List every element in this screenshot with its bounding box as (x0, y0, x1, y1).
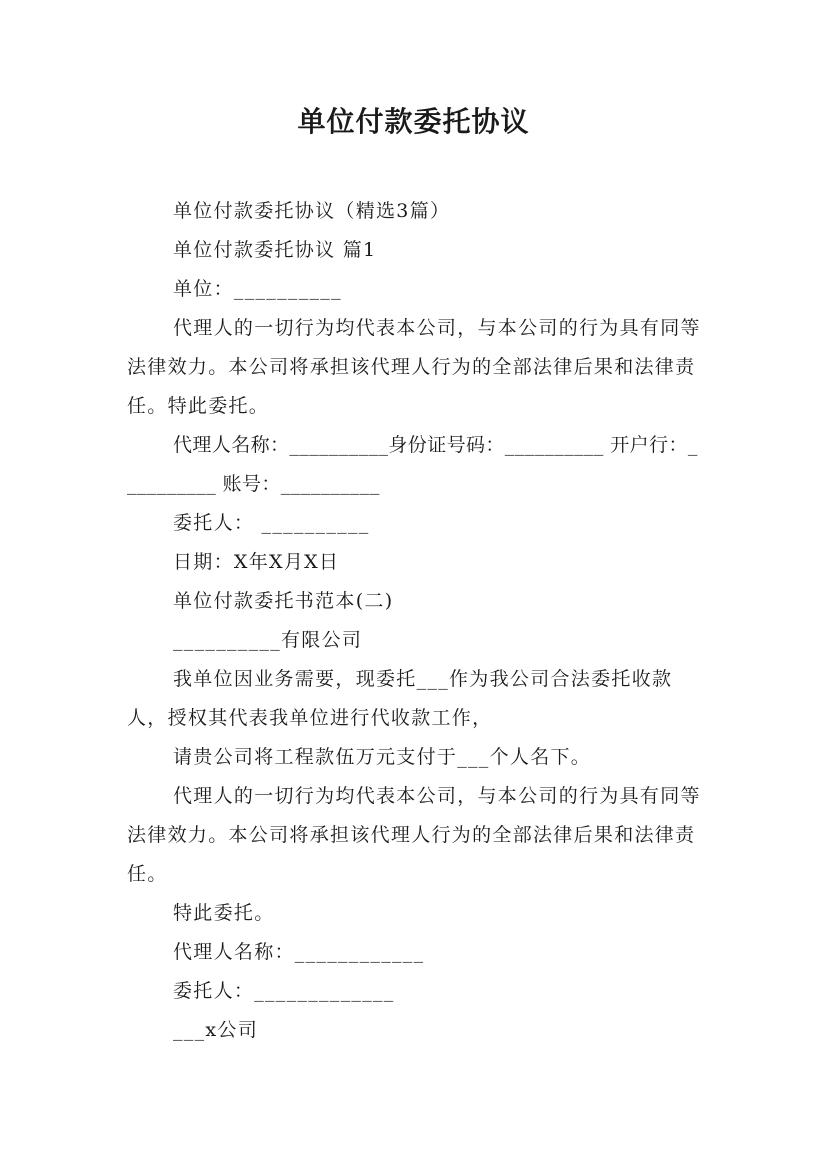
paragraph-principal-field: 委托人： __________ (173, 512, 370, 534)
paragraph-subtitle: 单位付款委托协议（精选3篇） (173, 200, 451, 222)
paragraph-authority-statement: 代理人的一切行为均代表本公司，与本公司的行为具有同等法律效力。本公司将承担该代理人行为的全部法律后果和法律责任。特此委托。 (127, 317, 701, 417)
paragraph-payment-request: 请贵公司将工程款伍万元支付于___个人名下。 (173, 746, 592, 768)
paragraph-principal-field-2: 委托人：_____________ (173, 980, 395, 1002)
paragraph-authority-statement-2: 代理人的一切行为均代表本公司，与本公司的行为具有同等法律效力。本公司将承担该代理人行为的全部法律后果和法律责任。 (127, 785, 701, 885)
paragraph-company-name-field: __________有限公司 (173, 629, 363, 651)
paragraph-hereby-entrust: 特此委托。 (173, 902, 275, 924)
paragraph-agent-name-field: 代理人名称：____________ (173, 941, 425, 963)
paragraph-section-2-heading: 单位付款委托书范本(二) (173, 590, 394, 612)
paragraph-section-1-heading: 单位付款委托协议 篇1 (173, 239, 377, 261)
paragraph-date-field: 日期：X年X月X日 (173, 551, 340, 573)
paragraph-entrustment-reason: 我单位因业务需要，现委托___作为我公司合法委托收款人，授权其代表我单位进行代收款工作， (127, 668, 673, 729)
paragraph-unit-field: 单位：__________ (173, 278, 342, 300)
paragraph-company-signature: ___x公司 (173, 1019, 259, 1041)
document-body (127, 192, 703, 1050)
paragraph-agent-details: 代理人名称：__________身份证号码：__________ 开户行：__________ 账号：__________ (127, 434, 698, 495)
document-title: 单位付款委托协议 (297, 105, 530, 138)
